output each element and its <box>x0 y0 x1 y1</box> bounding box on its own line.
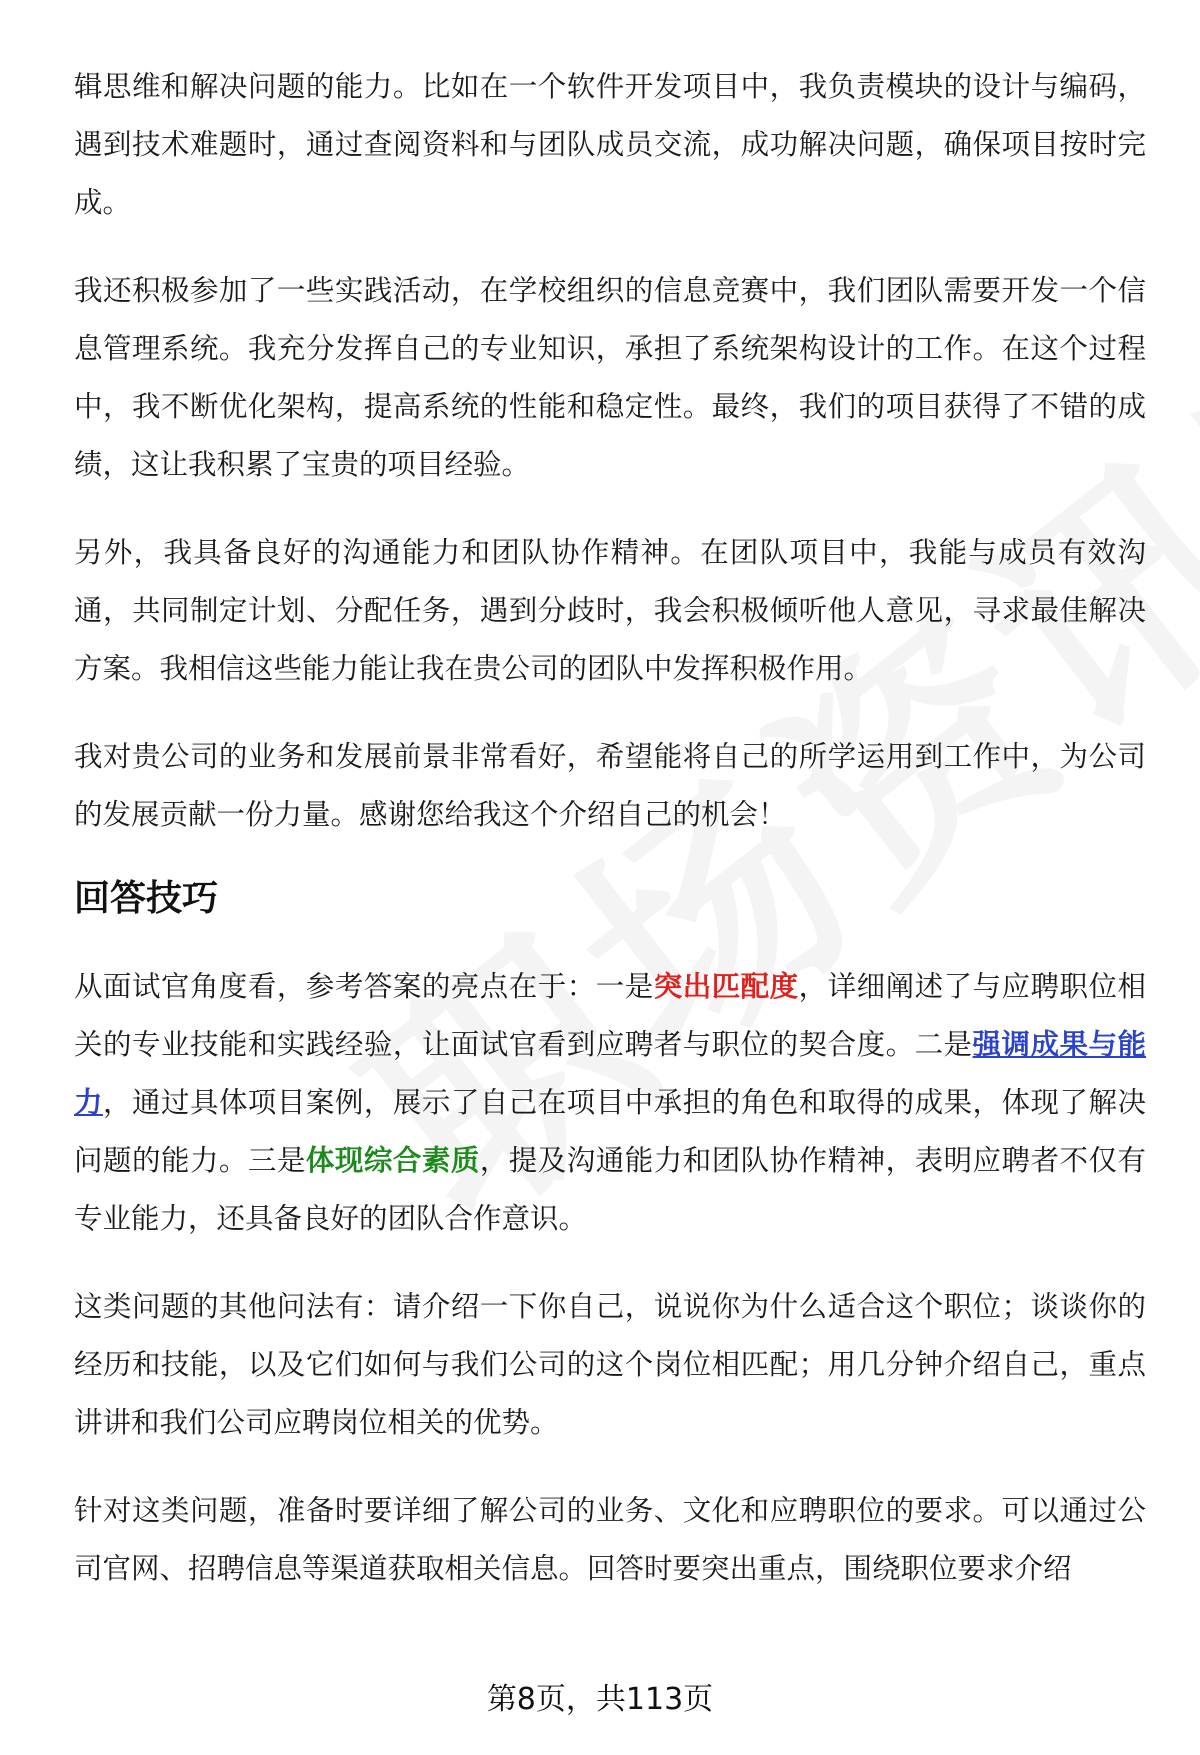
paragraph-preparation: 针对这类问题，准备时要详细了解公司的业务、文化和应聘职位的要求。可以通过公司官网、招聘信息等渠道获取相关信息。回答时要突出重点，围绕职位要求介绍 <box>74 1494 1146 1585</box>
tips-text-part3: ，通过具体项目案例，展示了自己在项目中承担的角色和取得的成果，体现了解决问题的能力。三是 <box>74 1086 1146 1177</box>
page-number: 第8页，共113页 <box>486 1682 714 1717</box>
document-body <box>74 58 1146 1628</box>
paragraph-practice: 我还积极参加了一些实践活动，在学校组织的信息竞赛中，我们团队需要开发一个信息管理系统。我充分发挥自己的专业知识，承担了系统架构设计的工作。在这个过程中，我不断优化架构，提高系统的性能和稳定性。最终，我们的项目获得了不错的成绩，这让我积累了宝贵的项目经验。 <box>74 274 1146 481</box>
paragraph-tips <box>74 958 1146 1248</box>
paragraph-alternatives: 这类问题的其他问法有：请介绍一下你自己，说说你为什么适合这个职位；谈谈你的经历和技能，以及它们如何与我们公司的这个岗位相匹配；用几分钟介绍自己，重点讲讲和我们公司应聘岗位相关的优势。 <box>74 1290 1146 1439</box>
section-title: 回答技巧 <box>74 878 219 919</box>
highlight-results: 强调成果与能力 <box>74 1028 1146 1119</box>
tips-text-part4: ，提及沟通能力和团队协作精神，表明应聘者不仅有专业能力，还具备良好的团队合作意识。 <box>74 1144 1146 1235</box>
tips-text-part2: ，详细阐述了与应聘职位相关的专业技能和实践经验，让面试官看到应聘者与职位的契合度。二是 <box>74 970 1146 1061</box>
tips-text-part1: 从面试官角度看，参考答案的亮点在于：一是 <box>74 970 654 1003</box>
paragraph-closing: 我对贵公司的业务和发展前景非常看好，希望能将自己的所学运用到工作中，为公司的发展贡献一份力量。感谢您给我这个介绍自己的机会！ <box>74 740 1146 831</box>
paragraph-skills: 辑思维和解决问题的能力。比如在一个软件开发项目中，我负责模块的设计与编码，遇到技术难题时，通过查阅资料和与团队成员交流，成功解决问题，确保项目按时完成。 <box>74 70 1146 219</box>
paragraph-communication: 另外，我具备良好的沟通能力和团队协作精神。在团队项目中，我能与成员有效沟通，共同制定计划、分配任务，遇到分歧时，我会积极倾听他人意见，寻求最佳解决方案。我相信这些能力能让我在贵公司的团队中发挥积极作用。 <box>74 536 1146 685</box>
highlight-quality: 体现综合素质 <box>305 1144 480 1177</box>
highlight-match: 突出匹配度 <box>653 970 799 1003</box>
